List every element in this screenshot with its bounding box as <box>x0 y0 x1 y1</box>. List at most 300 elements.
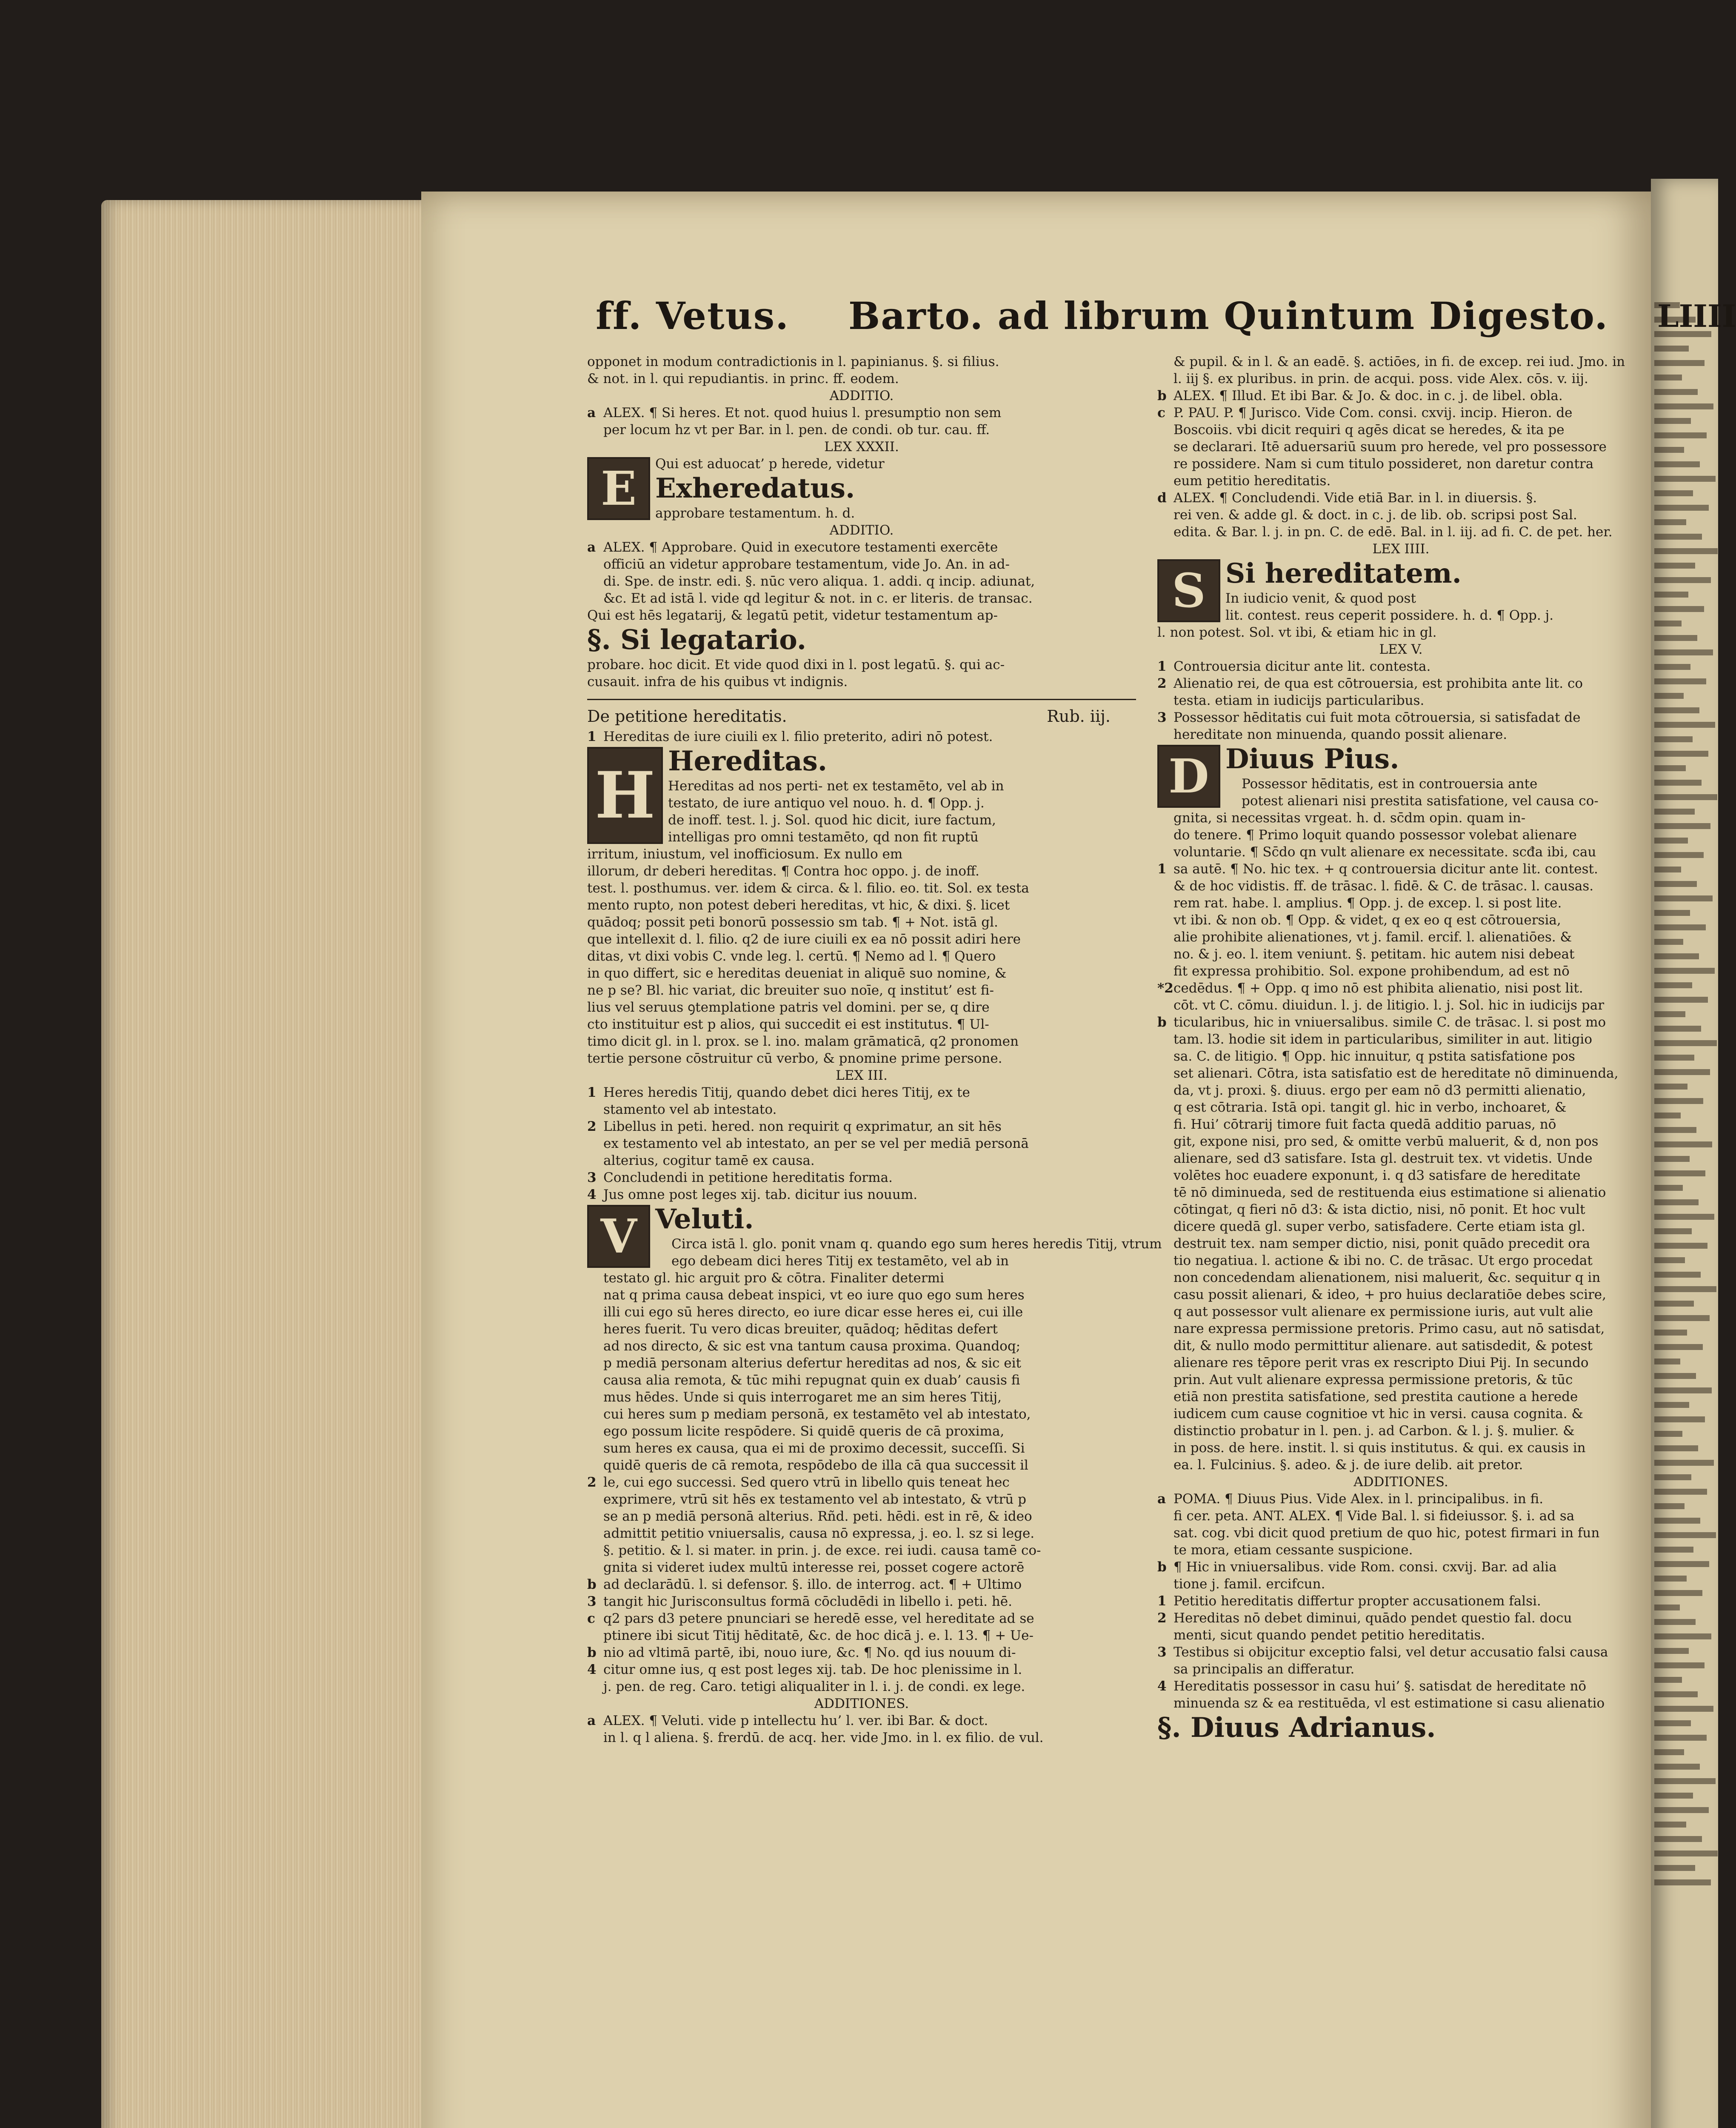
text-line <box>1157 844 1645 861</box>
text-line <box>1157 607 1645 624</box>
text-line <box>587 1457 1136 1474</box>
additiones-lines <box>587 1712 1136 1746</box>
veluti-heading: Veluti. <box>655 1203 754 1235</box>
facing-page-line <box>1654 1778 1716 1784</box>
text-line <box>587 421 1136 438</box>
line-text: citur omne ius, q est post leges xij. tab. De hoc plenissime in l. <box>603 1662 1022 1677</box>
page-edges <box>101 200 425 2128</box>
line-marker: 2 <box>587 1119 597 1134</box>
line-text: exprimere, vtrū sit hēs ex testamento vel ab intestato, & vtrū p <box>603 1492 1026 1507</box>
facing-page-line <box>1654 751 1708 757</box>
lex-heading: LEX XXXII. <box>824 439 899 455</box>
text-line <box>587 539 1136 556</box>
line-text: intelligas pro omni testamēto, qd non fit ruptū <box>668 829 979 845</box>
facing-page-line <box>1654 1879 1711 1885</box>
facing-page-line <box>1654 389 1698 395</box>
text-line <box>587 1593 1136 1610</box>
facing-page-line <box>1654 649 1713 655</box>
facing-page-line <box>1654 375 1682 380</box>
line-text: quādoq; possit peti bonorū possessio sm tab. ¶ + Not. istā gl. <box>587 915 998 930</box>
text-line <box>587 846 1136 863</box>
text-line <box>587 1169 1136 1186</box>
text-line <box>587 1525 1136 1542</box>
line-text: rem rat. habe. l. amplius. ¶ Opp. j. de excep. l. si post lite. <box>1174 895 1562 911</box>
line-text: mento rupto, non potest deberi hereditas, vt hic, & dixi. §. licet <box>587 898 1010 913</box>
facing-page-line <box>1654 360 1705 366</box>
line-marker: a <box>587 1713 596 1728</box>
facing-page-line <box>1654 1865 1695 1871</box>
facing-page-line <box>1654 1706 1713 1712</box>
si-legatario-heading: §. Si legatario. <box>587 624 806 656</box>
line-text: q aut possessor vult alienare ex permissione iuris, aut vult alie <box>1174 1304 1593 1319</box>
line-text: probare. hoc dicit. Et vide quod dixi in l. post legatū. §. qui ac- <box>587 657 1005 672</box>
facing-page-line <box>1654 1735 1707 1741</box>
text-line <box>1157 506 1645 523</box>
diuus-adrianus-heading: §. Diuus Adrianus. <box>1157 1712 1436 1744</box>
line-marker: b <box>1157 1015 1167 1030</box>
text-line <box>1157 1252 1645 1269</box>
text-line <box>587 573 1136 590</box>
line-text: sa. C. de litigio. ¶ Opp. hic innuitur, q pstita satisfatione pos <box>1174 1049 1575 1064</box>
line-text: Possessor hēditatis, est in controuersia ante <box>1242 776 1538 792</box>
line-text: destruit tex. nam semper dictio, nisi, ponit quādo precedit ora <box>1174 1236 1590 1251</box>
si-legatario-lines <box>587 656 1136 690</box>
facing-page-line <box>1654 1170 1705 1176</box>
line-marker: b <box>1157 388 1167 403</box>
line-marker: 1 <box>1157 1593 1167 1609</box>
text-line <box>1157 404 1645 421</box>
facing-page-line <box>1654 1518 1700 1524</box>
rubric-title: De petitione hereditatis. <box>587 707 787 726</box>
text-line <box>1157 1456 1645 1473</box>
si-hereditatem-lines <box>1157 590 1645 641</box>
text-line <box>587 1033 1136 1050</box>
text-line <box>587 1287 1136 1304</box>
facing-page-line <box>1654 1648 1689 1654</box>
facing-page-line <box>1654 895 1713 901</box>
line-text: in poss. de here. instit. l. si quis institutus. & qui. ex causis in <box>1174 1440 1586 1456</box>
facing-page-line <box>1654 1214 1714 1220</box>
line-text: tangit hic Jurisconsultus formā cōcludēdi in libello i. peti. hē. <box>603 1594 1012 1609</box>
text-line <box>587 1372 1136 1389</box>
text-line <box>1157 421 1645 438</box>
facing-page-line <box>1654 1677 1682 1683</box>
text-line <box>1157 1031 1645 1048</box>
text-line <box>587 1661 1136 1678</box>
facing-page-line <box>1654 476 1716 482</box>
text-line <box>1157 1048 1645 1065</box>
line-marker: a <box>587 405 596 420</box>
text-line <box>1157 775 1645 792</box>
facing-page-line <box>1654 678 1706 684</box>
text-line <box>1157 980 1645 997</box>
line-text: tio negatiua. l. actione & ibi no. C. de trāsac. Ut ergo procedat <box>1174 1253 1593 1268</box>
facing-page-line <box>1654 1344 1703 1350</box>
line-text: fi. Hui’ cōtrarij timore fuit facta quedā additio paruas, nō <box>1174 1117 1556 1132</box>
line-marker: 4 <box>587 1662 597 1677</box>
facing-page-line <box>1654 403 1713 409</box>
line-text: testa. etiam in iudicijs particularibus. <box>1174 693 1425 708</box>
text-line <box>1157 1422 1645 1439</box>
text-line <box>1157 1082 1645 1099</box>
line-text: menti, sicut quando pendet petitio hereditatis. <box>1174 1627 1485 1643</box>
line-text: dicere quedā gl. super verbo, satisfadere. Certe etiam ista gl. <box>1174 1219 1585 1234</box>
facing-page-line <box>1654 1445 1698 1451</box>
diuus-pius-lines <box>1157 775 1645 1473</box>
text-line <box>1157 912 1645 929</box>
facing-page-line <box>1654 722 1715 728</box>
line-marker: 1 <box>587 1085 597 1100</box>
text-line <box>1157 1303 1645 1320</box>
lex-5-summaries <box>1157 658 1645 743</box>
line-text: non concedendam alienationem, nisi maluerit, &c. sequitur q in <box>1174 1270 1601 1285</box>
right-top-lines <box>1157 353 1645 541</box>
line-text: da, vt j. proxi. §. diuus. ergo per eam nō d3 permitti alienatio, <box>1174 1083 1586 1098</box>
text-line <box>587 1050 1136 1067</box>
line-text: nare expressa permissione pretoris. Primo casu, aut nō satisdat, <box>1174 1321 1605 1336</box>
decorated-initial-h: H <box>587 747 663 844</box>
text-line <box>1157 1354 1645 1371</box>
line-text: Concludendi in petitione hereditatis forma. <box>603 1170 893 1185</box>
text-line <box>1157 1695 1645 1712</box>
facing-page-line <box>1654 1315 1710 1321</box>
text-line <box>1157 1576 1645 1593</box>
lex-3-summaries <box>587 1084 1136 1203</box>
facing-page-line <box>1654 1330 1687 1336</box>
text-line <box>1157 1439 1645 1456</box>
text-line <box>1157 1678 1645 1695</box>
line-marker: 2 <box>1157 1610 1167 1626</box>
line-text: fit expressa prohibitio. Sol. expone prohibendum, ad est nō <box>1174 964 1570 979</box>
line-marker: 4 <box>1157 1679 1167 1694</box>
facing-page-line <box>1654 867 1681 872</box>
facing-page-line <box>1654 1720 1691 1726</box>
facing-page-line <box>1654 953 1699 959</box>
text-line <box>587 812 1136 829</box>
lex-heading: LEX III. <box>836 1068 888 1083</box>
text-line <box>587 999 1136 1016</box>
text-line <box>1157 1286 1645 1303</box>
facing-page-line <box>1654 1662 1705 1668</box>
line-text: Circa istā l. glo. ponit vnam q. quando ego sum heres heredis Titij, vtrum <box>671 1236 1162 1252</box>
text-line <box>587 1152 1136 1169</box>
line-text: cedēdus. ¶ + Opp. q imo nō est phibita alienatio, nisi post lit. <box>1174 981 1583 996</box>
text-line <box>1157 1116 1645 1133</box>
text-line <box>587 914 1136 931</box>
text-line <box>1157 489 1645 506</box>
line-text: ALEX. ¶ Illud. Et ibi Bar. & Jo. & doc. in c. j. de libel. obla. <box>1174 388 1563 403</box>
facing-page-line <box>1654 1822 1686 1828</box>
line-text: Heres heredis Titij, quando debet dici heres Titij, ex te <box>603 1085 970 1100</box>
text-line <box>1157 1507 1645 1524</box>
line-text: nio ad vltimā partē, ibi, nouo iure, &c. ¶ No. qd ius nouum di- <box>603 1645 1016 1660</box>
facing-page-line <box>1654 1561 1709 1567</box>
line-text: cto instituitur est p alios, qui succedit ei est institutus. ¶ Ul- <box>587 1017 989 1032</box>
summary-text: Hereditas de iure ciuili ex l. filio preterito, adiri nō potest. <box>603 729 993 744</box>
text-line <box>587 1355 1136 1372</box>
text-line <box>587 1016 1136 1033</box>
line-text: Testibus si obijcitur exceptio falsi, vel detur accusatio falsi causa <box>1174 1645 1608 1660</box>
decorated-initial-e: E <box>587 457 650 520</box>
facing-page-line <box>1654 982 1692 988</box>
line-text: re possidere. Nam si cum titulo possideret, non daretur contra <box>1174 456 1594 472</box>
facing-page-line <box>1654 534 1702 540</box>
line-text: j. pen. de reg. Caro. tetigi aliqualiter in l. i. j. de condi. ex lege. <box>603 1679 1025 1694</box>
lex-heading: LEX V. <box>1379 642 1423 657</box>
facing-page-line <box>1654 1691 1698 1697</box>
line-text: ALEX. ¶ Si heres. Et not. quod huius l. presumptio non sem <box>603 405 1002 420</box>
decorated-initial-d: D <box>1157 745 1220 808</box>
line-text: Petitio hereditatis differtur propter accusationem falsi. <box>1174 1593 1541 1609</box>
folio-number: LIIII <box>1657 298 1736 334</box>
line-text: p mediā personam alterius defertur hereditas ad nos, & sic eit <box>603 1356 1021 1371</box>
facing-page-line <box>1654 1460 1714 1466</box>
text-line <box>1157 709 1645 726</box>
line-text: quidē queris de cā remota, respōdebo de illa cā qua successit il <box>603 1458 1028 1473</box>
line-text: mus hēdes. Unde si quis interrogaret me an sim heres Titij, <box>603 1390 1002 1405</box>
line-text: ALEX. ¶ Approbare. Quid in executore testamenti exercēte <box>603 540 998 555</box>
line-text: ego possum licite respōdere. Si quidē queris de cā proxima, <box>603 1424 1005 1439</box>
hereditas-heading: Hereditas. <box>668 745 828 777</box>
text-line <box>587 1321 1136 1338</box>
facing-page-line <box>1654 1257 1685 1263</box>
facing-page-line <box>1654 1633 1711 1639</box>
text-line <box>1157 658 1645 675</box>
line-text: Boscoiis. vbi dicit requiri q agēs dicat se heredes, & ita pe <box>1174 422 1565 438</box>
rubric-number: Rub. iij. <box>1047 707 1111 726</box>
line-text: testato, de iure antiquo vel nouo. h. d. ¶ Opp. j. <box>668 795 985 811</box>
text-line <box>587 778 1136 795</box>
text-line <box>1157 809 1645 827</box>
line-marker: 3 <box>1157 1645 1167 1660</box>
line-text: ticularibus, hic in vniuersalibus. simile C. de trāsac. l. si post mo <box>1174 1015 1606 1030</box>
text-line <box>1157 1490 1645 1507</box>
line-text: de inoff. test. l. j. Sol. quod hic dicit, iure factum, <box>668 812 996 828</box>
text-line <box>587 1576 1136 1593</box>
facing-page-line <box>1654 664 1690 670</box>
text-line <box>1157 1150 1645 1167</box>
facing-page-line <box>1654 1764 1700 1770</box>
text-line <box>587 1627 1136 1644</box>
text-line <box>1157 1167 1645 1184</box>
lex-heading: LEX IIII. <box>1372 541 1430 557</box>
line-marker: 1 <box>1157 659 1167 674</box>
line-text: etiā non prestita satisfatione, sed prestita cautione a herede <box>1174 1389 1578 1404</box>
line-text: alienare, sed d3 satisfare. Ista gl. destruit tex. vt videtis. Unde <box>1174 1151 1593 1166</box>
text-line <box>587 1304 1136 1321</box>
text-line <box>587 1101 1136 1118</box>
summary-line <box>587 728 1136 745</box>
line-text: Jus omne post leges xij. tab. dicitur ius nouum. <box>603 1187 918 1202</box>
line-text: alterius, cogitur tamē ex causa. <box>603 1153 815 1168</box>
facing-page-line <box>1654 1084 1687 1090</box>
facing-page-line <box>1654 1416 1705 1422</box>
text-line <box>587 965 1136 982</box>
text-line <box>587 1389 1136 1406</box>
text-line <box>587 1491 1136 1508</box>
line-text: edita. & Bar. l. j. in pn. C. de edē. Bal. in l. iij. ad fi. C. de pet. her. <box>1174 524 1613 540</box>
line-text: Hereditas nō debet diminui, quādo pendet questio fal. docu <box>1174 1610 1572 1626</box>
line-text: vt ibi. & non ob. ¶ Opp. & videt, q ex eo q est cōtrouersia, <box>1174 912 1561 928</box>
text-line <box>1157 1644 1645 1661</box>
text-line <box>1157 370 1645 387</box>
exheredatus-line: approbare testamentum. h. d. <box>655 506 855 521</box>
facing-page-line <box>1654 1836 1702 1842</box>
facing-page-line <box>1654 1590 1702 1596</box>
line-text: irritum, iniustum, vel inofficiosum. Ex nullo em <box>587 847 903 862</box>
line-text: &c. Et ad istā l. vide qd legitur & not. in c. er literis. de transac. <box>603 591 1033 606</box>
text-line <box>1157 1559 1645 1576</box>
decorated-initial-v: V <box>587 1205 650 1268</box>
text-line <box>1157 1184 1645 1201</box>
line-text: lit. contest. reus ceperit possidere. h. d. ¶ Opp. j. <box>1225 608 1554 623</box>
line-text: cusauit. infra de his quibus vt indignis. <box>587 674 848 689</box>
text-line <box>587 1135 1136 1152</box>
line-text: testato gl. hic arguit pro & cōtra. Finaliter determi <box>603 1270 944 1286</box>
text-line <box>1157 624 1645 641</box>
facing-page-line <box>1654 563 1695 569</box>
text-line <box>1157 1524 1645 1542</box>
text-line <box>1157 675 1645 692</box>
line-marker: a <box>1157 1491 1166 1507</box>
facing-page-line <box>1654 432 1707 438</box>
text-line <box>587 880 1136 897</box>
right-page-fragment <box>1651 179 1718 2128</box>
running-head <box>596 294 1608 338</box>
line-marker: 1 <box>587 729 597 744</box>
facing-page-line <box>1654 809 1695 815</box>
facing-page-line <box>1654 1127 1696 1133</box>
facing-page-line <box>1654 780 1702 786</box>
line-text: lius vel seruus ꝯtemplatione patris vel domini. per se, q dire <box>587 1000 990 1015</box>
facing-page-line <box>1654 1113 1681 1118</box>
line-text: sa principalis an differatur. <box>1174 1662 1355 1677</box>
line-text: rei ven. & adde gl. & doct. in c. j. de lib. ob. scripsi post Sal. <box>1174 507 1577 523</box>
line-text: hereditate non minuenda, quando possit alienare. <box>1174 727 1508 742</box>
facing-page-line <box>1654 939 1683 945</box>
text-line <box>587 370 1136 387</box>
facing-page-line <box>1654 1793 1693 1799</box>
si-hereditatem-heading: Si hereditatem. <box>1225 558 1462 589</box>
line-text: officiū an videtur approbare testamentum, vide Jo. An. in ad- <box>603 557 1010 572</box>
text-line <box>1157 895 1645 912</box>
line-marker: 4 <box>587 1187 597 1202</box>
facing-page-line <box>1654 1851 1718 1856</box>
text-line <box>1157 1610 1645 1627</box>
text-line <box>1157 861 1645 878</box>
line-marker: b <box>1157 1559 1167 1575</box>
line-text: ditas, vt dixi vobis C. vnde leg. l. certū. ¶ Nemo ad l. ¶ Quero <box>587 949 996 964</box>
facing-page-line <box>1654 592 1688 598</box>
facing-page-line <box>1654 1402 1689 1408</box>
facing-page-line <box>1654 1040 1717 1046</box>
text-line <box>587 1406 1136 1423</box>
facing-page-line <box>1654 1503 1685 1509</box>
text-line <box>1157 523 1645 541</box>
left-column <box>587 353 1162 1746</box>
hereditas-lines <box>587 778 1136 1067</box>
line-text: ad declarādū. l. si defensor. §. illo. de interrog. act. ¶ + Ultimo <box>603 1577 1022 1592</box>
facing-page-line <box>1654 346 1689 352</box>
line-text: cōtingat, q fieri nō d3: & ista dictio, nisi, nō ponit. Et hoc vult <box>1174 1202 1585 1217</box>
facing-page-line <box>1654 505 1709 511</box>
line-text: sat. cog. vbi dicit quod pretium de quo hic, potest firmari in fun <box>1174 1525 1600 1541</box>
line-text: in quo differt, sic e hereditas deueniat in aliquē suo nomine, & <box>587 966 1007 981</box>
line-text: ex testamento vel ab intestato, an per se vel per mediā personā <box>603 1136 1029 1151</box>
line-text: cōt. vt C. cōmu. diuidun. l. j. de litigio. l. j. Sol. hic in iudicijs par <box>1174 998 1605 1013</box>
line-text: ALEX. ¶ Concludendi. Vide etiā Bar. in l. in diuersis. §. <box>1174 490 1537 506</box>
facing-page-line <box>1654 1026 1701 1032</box>
line-text: tē nō diminueda, sed de restituenda eius estimatione si alienatio <box>1174 1185 1606 1200</box>
facing-page-line <box>1654 1431 1682 1437</box>
line-text: di. Spe. de instr. edi. §. nūc vero aliqua. 1. addi. q incip. adiunat, <box>603 574 1035 589</box>
facing-page-line <box>1654 1359 1680 1364</box>
facing-page-line <box>1654 1547 1693 1553</box>
text-line <box>1157 1405 1645 1422</box>
facing-page-line <box>1654 881 1697 887</box>
line-marker: c <box>1157 405 1165 420</box>
line-text: l. non potest. Sol. vt ibi, & etiam hic in gl. <box>1157 625 1437 640</box>
text-line <box>587 1253 1136 1270</box>
text-line <box>587 863 1136 880</box>
line-text: Hereditas ad nos perti- net ex testamēto, vel ab in <box>668 778 1004 794</box>
text-line <box>587 1338 1136 1355</box>
facing-page-line <box>1654 1532 1716 1538</box>
line-text: git, expone nisi, pro sed, & omitte verbū maluerit, & d, non pos <box>1174 1134 1599 1149</box>
line-text: ad nos directo, & sic est vna tantum causa proxima. Quandoq; <box>603 1339 1021 1354</box>
text-line <box>1157 1099 1645 1116</box>
text-line <box>1157 1593 1645 1610</box>
facing-page-line <box>1654 765 1686 771</box>
facing-page-line <box>1654 1156 1690 1162</box>
facing-page-line <box>1654 447 1684 453</box>
facing-page-line <box>1654 1474 1691 1480</box>
line-marker: 3 <box>1157 710 1167 725</box>
addition-lines <box>587 539 1136 607</box>
text-line <box>587 1610 1136 1627</box>
facing-page-line <box>1654 606 1704 612</box>
text-line <box>587 1712 1136 1729</box>
line-marker: 3 <box>587 1170 597 1185</box>
line-text: test. l. posthumus. ver. idem & circa. & l. filio. eo. tit. Sol. ex testa <box>587 881 1029 896</box>
text-line <box>587 673 1136 690</box>
line-text: q est cōtraria. Istā opi. tangit gl. hic in verbo, inchoaret, & <box>1174 1100 1567 1115</box>
line-text: & pupil. & in l. & an eadē. §. actiōes, in fi. de excep. rei iud. Jmo. in <box>1174 354 1625 369</box>
line-marker: 1 <box>1157 861 1167 877</box>
line-marker: a <box>587 540 596 555</box>
text-line <box>587 795 1136 812</box>
text-line <box>1157 963 1645 980</box>
text-line <box>587 1270 1136 1287</box>
facing-page-line <box>1654 968 1715 974</box>
text-line <box>587 1440 1136 1457</box>
facing-page-line <box>1654 1069 1710 1075</box>
text-line <box>1157 929 1645 946</box>
right-page-text <box>1654 302 1718 1894</box>
text-line <box>587 404 1136 421</box>
text-line <box>1157 1201 1645 1218</box>
line-text: gnita si videret iudex multū interesse rei, posset cogere actorē <box>603 1560 1025 1575</box>
facing-page-line <box>1654 707 1699 713</box>
facing-page-line <box>1654 461 1700 467</box>
line-text: set alienari. Cōtra, ista satisfatio est de hereditate nō diminuenda, <box>1174 1066 1619 1081</box>
line-text: le, cui ego successi. Sed quero vtrū in libello quis teneat hec <box>603 1475 1010 1490</box>
text-line <box>1157 827 1645 844</box>
text-line <box>1157 1133 1645 1150</box>
text-line <box>1157 472 1645 489</box>
text-line <box>587 1559 1136 1576</box>
line-text: l. iij §. ex pluribus. in prin. de acqui. poss. vide Alex. cōs. v. iij. <box>1174 371 1588 386</box>
